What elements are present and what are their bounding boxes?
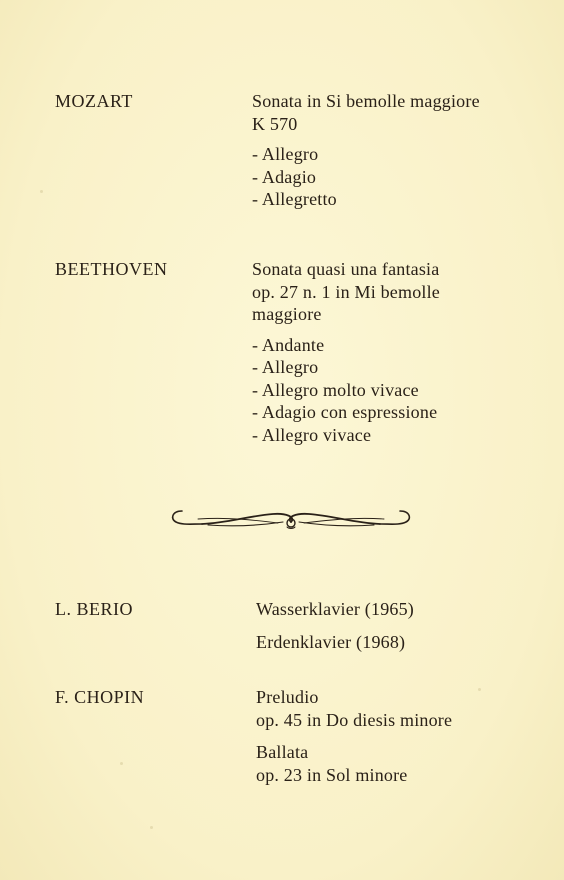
movement-item: - Allegro — [252, 144, 319, 164]
paper-speck — [120, 762, 123, 765]
composer-name: MOZART — [55, 91, 133, 111]
piece-title: Ballata — [256, 742, 309, 762]
paper-speck — [150, 826, 153, 829]
work-title-line: Sonata quasi una fantasia — [252, 259, 440, 279]
composer-name: L. BERIO — [55, 599, 133, 619]
work-title-line: K 570 — [252, 113, 298, 134]
piece-title: Preludio — [256, 687, 319, 707]
piece-title: Erdenklavier (1968) — [256, 631, 406, 652]
work-title-line: maggiore — [252, 304, 322, 324]
movement-item: - Allegro molto vivace — [252, 379, 419, 400]
piece-block — [256, 631, 556, 654]
work-block — [252, 258, 552, 446]
work-title-line: op. 27 n. 1 in Mi bemolle — [252, 281, 440, 302]
movement-item: - Adagio — [252, 166, 317, 187]
piece-detail: op. 23 in Sol minore — [256, 764, 408, 785]
flourish-divider-icon — [168, 503, 414, 533]
movement-item: - Allegro vivace — [252, 424, 372, 445]
work-block — [256, 686, 556, 794]
composer-name: F. CHOPIN — [55, 687, 145, 707]
piece-block — [256, 686, 556, 731]
work-block — [256, 598, 556, 661]
piece-title: Wasserklavier (1965) — [256, 599, 414, 619]
work-title-line: Sonata in Si bemolle maggiore — [252, 91, 480, 111]
piece-block — [256, 598, 556, 621]
piece-detail: op. 45 in Do diesis minore — [256, 709, 453, 730]
movement-item: - Allegretto — [252, 189, 337, 209]
paper-speck — [40, 190, 43, 193]
movement-item: - Allegro — [252, 357, 319, 377]
movement-item: - Adagio con espressione — [252, 402, 438, 422]
movement-list — [252, 143, 552, 211]
work-block — [252, 90, 552, 211]
movement-list — [252, 334, 552, 447]
piece-block — [256, 741, 556, 786]
paper-speck — [478, 688, 481, 691]
composer-name: BEETHOVEN — [55, 259, 168, 279]
movement-item: - Andante — [252, 334, 325, 355]
